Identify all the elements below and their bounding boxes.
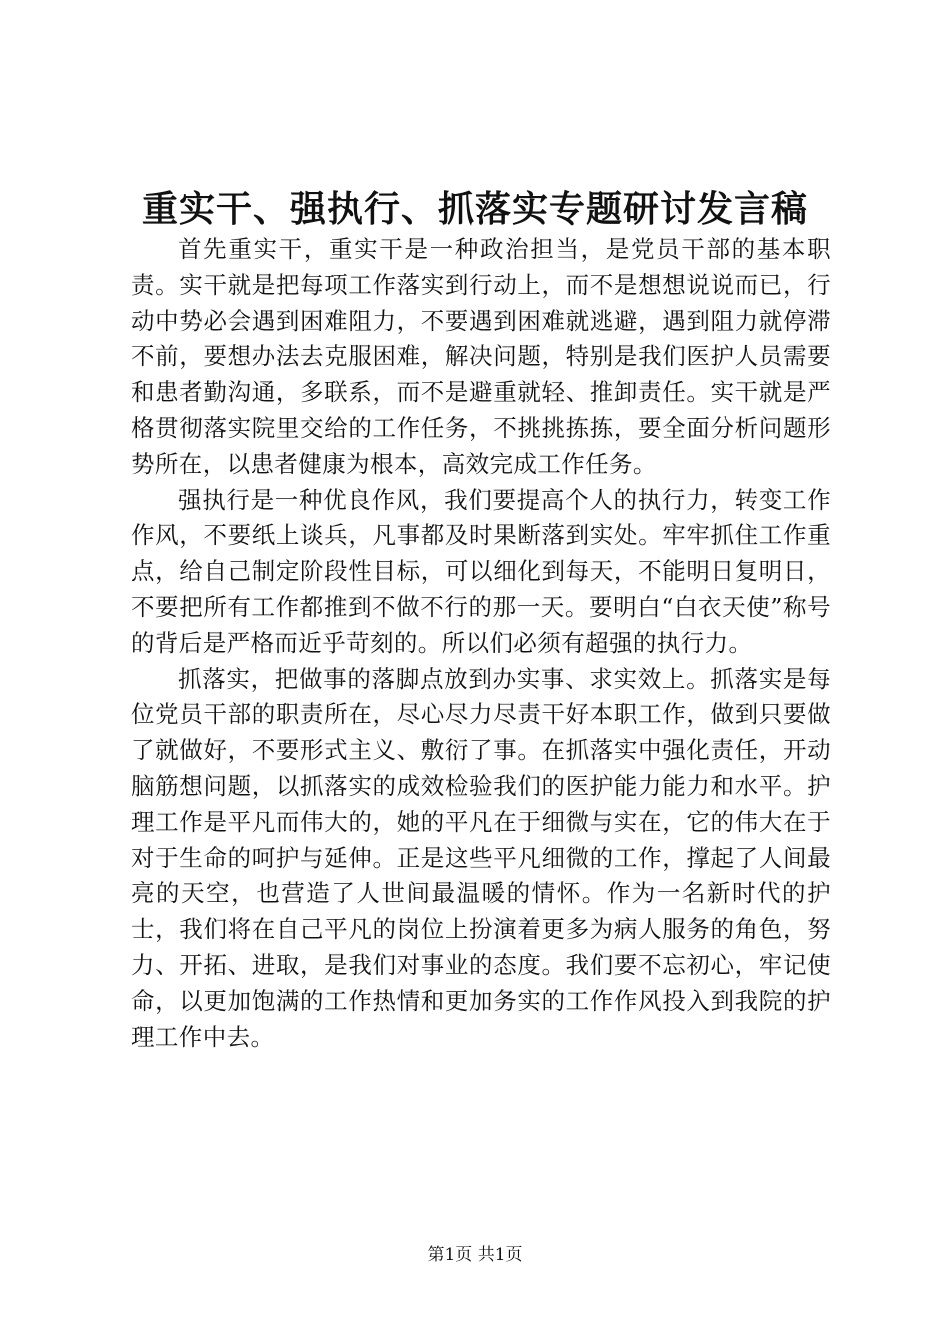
paragraph-3: 抓落实，把做事的落脚点放到办实事、求实效上。抓落实是每位党员干部的职责所在，尽心尽力尽责干好本职工作，做到只要做了就做好，不要形式主义、敷衍了事。在抓落实中强化责任，开动脑筋想问题，以抓落实的成效检验我们的医护能力能力和水平。护理工作是平凡而伟大的，她的平凡在于细微与实在，它的伟大在于对于生命的呵护与延伸。正是这些平凡细微的工作，撑起了人间最亮的天空，也营造了人世间最温暖的情怀。作为一名新时代的护士，我们将在自己平凡的岗位上扮演着更多为病人服务的角色，努力、开拓、进取，是我们对事业的态度。我们要不忘初心，牢记使命，以更加饱满的工作热情和更加务实的工作作风投入到我院的护理工作中去。 bbox=[131, 664, 831, 1051]
paragraph-2: 强执行是一种优良作风，我们要提高个人的执行力，转变工作作风，不要纸上谈兵，凡事都及时果断落到实处。牢牢抓住工作重点，给自己制定阶段性目标，可以细化到每天，不能明日复明日，不要把所有工作都推到不做不行的那一天。要明白“白衣天使”称号的背后是严格而近乎苛刻的。所以们必须有超强的执行力。 bbox=[131, 485, 831, 657]
document-title: 重实干、强执行、抓落实专题研讨发言稿 bbox=[141, 188, 808, 230]
paragraph-1: 首先重实干，重实干是一种政治担当，是党员干部的基本职责。实干就是把每项工作落实到行动上，而不是想想说说而已，行动中势必会遇到困难阻力，不要遇到困难就逃避，遇到阻力就停滞不前，要想办法去克服困难，解决问题，特别是我们医护人员需要和患者勤沟通，多联系，而不是避重就轻、推卸责任。实干就是严格贯彻落实院里交给的工作任务，不挑挑拣拣，要全面分析问题形势所在，以患者健康为根本，高效完成工作任务。 bbox=[131, 235, 831, 478]
document-body bbox=[131, 232, 831, 1055]
page-footer: 第1页 共1页 bbox=[427, 1245, 523, 1265]
